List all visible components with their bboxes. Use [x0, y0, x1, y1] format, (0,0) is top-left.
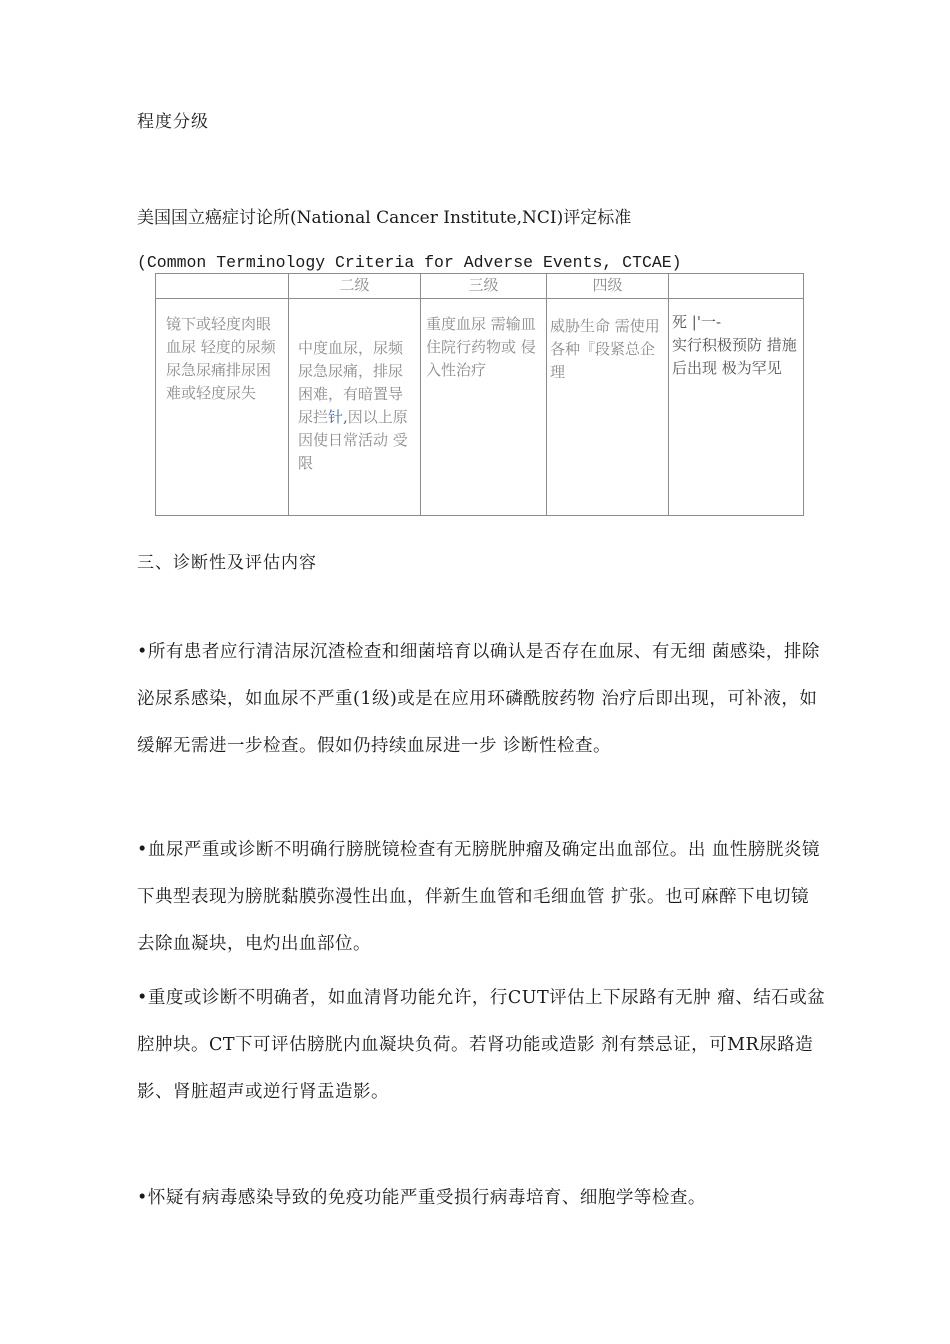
paragraph-urinalysis: •所有患者应行清洁尿沉渣检查和细菌培育以确认是否存在血尿、有无细 菌感染，排除泌尿系感染，如血尿不严重(1级)或是在应用环磷酰胺药物 治疗后即出现，可补液，如缓解无需进一步检查。假如仍持续血尿进一步 诊断性检查。: [137, 642, 820, 756]
header-cell-grade-1: [156, 274, 289, 299]
paragraph-cystoscopy: •血尿严重或诊断不明确行膀胱镜检查有无膀胱肿瘤及确定出血部位。出 血性膀胱炎镜下典型表现为膀胱黏膜弥漫性出血，伴新生血管和毛细血管 扩张。也可麻醉下电切镜去除血凝块，电灼出血部位。: [137, 840, 820, 954]
cell-grade-3: 重度血尿 需输皿 住院行药物或 侵入性治疗: [421, 299, 547, 516]
grading-table: [155, 273, 804, 516]
cell-grade-2-text: 中度血尿，尿频尿急尿痛，排尿困难，有暗置导尿拦: [298, 339, 404, 426]
section-heading-diagnosis: 三、诊断性及评估内容: [137, 553, 317, 573]
cell-grade-5: [669, 299, 804, 516]
standard-subtitle-line: (Common Terminology Criteria for Adverse Events, CTCAE): [137, 253, 682, 272]
cell-grade-2-highlight: 针,: [328, 408, 348, 426]
cell-grade-2-tail: 因以上原 因使日常活动 受限: [298, 408, 408, 472]
header-cell-grade-5: [669, 274, 804, 299]
table-header-row: [156, 274, 804, 299]
cell-grade-2: [289, 299, 421, 516]
cell-grade-1: 镜下或轻度肉眼血尿 轻度的尿频尿急尿痛排尿困难或轻度尿失: [156, 299, 289, 516]
header-cell-grade-3: 三级: [421, 274, 547, 299]
header-cell-grade-2: 二级: [289, 274, 421, 299]
cell-grade-5-line1: 死 |'一-: [672, 313, 722, 331]
paragraph-viral-testing: •怀疑有病毒感染导致的免疫功能严重受损行病毒培育、细胞学等检查。: [137, 1188, 706, 1208]
cell-grade-4: 威胁生命 需使用各种『段紧总企理: [547, 299, 669, 516]
cell-grade-5-text: 实行积极预防 措施后出现 极为罕见: [672, 336, 797, 377]
section-heading-grading: 程度分级: [137, 112, 209, 132]
table-row: [156, 299, 804, 516]
standard-title-line: 美国国立癌症讨论所(National Cancer Institute,NCI)评定标准: [137, 208, 632, 228]
header-cell-grade-4: 四级: [547, 274, 669, 299]
paragraph-imaging: •重度或诊断不明确者，如血清肾功能允许，行CUT评估上下尿路有无肿 瘤、结石或盆腔肿块。CT下可评估膀胱内血凝块负荷。若肾功能或造影 剂有禁忌证，可MR尿路造影、肾脏超声或逆行肾盂造影。: [137, 988, 826, 1102]
